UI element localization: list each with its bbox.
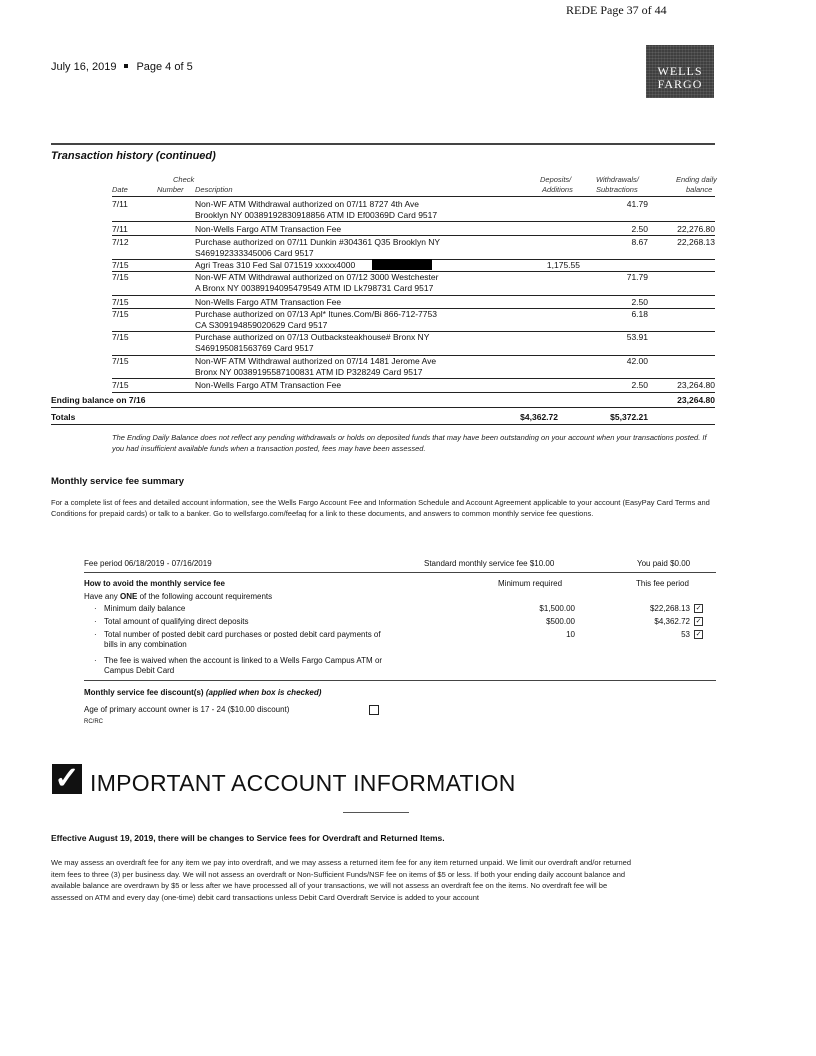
row-description (195, 332, 495, 353)
section-title: Transaction history (continued) (51, 150, 216, 162)
discount-title-line (84, 688, 321, 698)
col-ending-top: Ending daily (676, 175, 717, 184)
title-underline (343, 812, 409, 813)
row-rule (112, 235, 715, 236)
important-heading: Effective August 19, 2019, there will be changes to Service fees for Overdraft and Returned Items. (51, 833, 445, 843)
row-date: 7/15 (112, 260, 129, 270)
req-value: 53 (681, 630, 690, 639)
req3-minimum: 10 (566, 630, 575, 639)
row-withdrawal: 2.50 (631, 297, 648, 307)
row-desc-line: Non-Wells Fargo ATM Transaction Fee (195, 380, 342, 390)
bullet-icon: · (94, 630, 97, 639)
checked-box-icon: ✓ (695, 618, 702, 626)
row-desc-line: Agri Treas 310 Fed Sal 071519 xxxxx4000 (195, 260, 356, 270)
row-withdrawal: 71.79 (626, 272, 648, 282)
row-description (195, 356, 495, 377)
checked-box-icon: ✓ (695, 605, 702, 613)
col-check-top: Check (173, 175, 195, 184)
row-desc-line: Purchase authorized on 07/13 Apl* Itunes.Com/Bi 866-712-7753 (195, 309, 437, 319)
fee-paid: You paid $0.00 (637, 559, 691, 568)
row-desc-line: Purchase authorized on 07/13 Outbacksteakhouse# Bronx NY (195, 332, 430, 342)
row-description (195, 272, 495, 293)
important-body: We may assess an overdraft fee for any item we pay into overdraft, and we may assess a returned item fee for any item returned unpaid. We limit our overdraft and/or returned item fees to three (3) per business day. We will not assess an overdraft or Non-Sufficient Funds/NSF fee on items of $5 or less. If both your ending daily account balance and available balance are overdrawn by $5 or less after we have processed all of your transactions, we will not assess an overdraft fee on the items. No overdraft fee will be assessed on ATM and every day (one-time) debit card transactions unless Debit Card Overdraft Service is added to your account (51, 858, 632, 902)
col-withdrawals-bottom: Subtractions (596, 185, 638, 194)
row-desc-line: S469195081563769 Card 9517 (195, 342, 314, 353)
ending-balance-value: 23,264.80 (677, 395, 715, 405)
bullet-icon: · (94, 656, 97, 665)
header-rule (112, 196, 715, 197)
row-balance: 22,276.80 (677, 224, 715, 234)
discount-item: Age of primary account owner is 17 - 24 ($10.00 discount) (84, 705, 290, 714)
req-value: $4,362.72 (654, 617, 690, 626)
logo-line-2: FARGO (657, 77, 703, 91)
row-withdrawal: 42.00 (626, 356, 648, 366)
req-label: Total number of posted debit card purchases or posted debit card payments of (104, 630, 381, 639)
row-desc-line: Purchase authorized on 07/11 Dunkin #304361 Q35 Brooklyn NY (195, 237, 441, 247)
row-withdrawal: 8.67 (631, 237, 648, 247)
requirement-1 (94, 604, 186, 614)
row-description (195, 237, 495, 258)
bates-stamp: REDE Page 37 of 44 (566, 3, 667, 17)
row-withdrawal: 6.18 (631, 309, 648, 319)
req-label: The fee is waived when the account is linked to a Wells Fargo Campus ATM or (104, 656, 383, 665)
row-rule (112, 295, 715, 296)
row-date: 7/11 (112, 224, 128, 234)
row-description (195, 309, 495, 330)
row-date: 7/15 (112, 272, 129, 282)
row-desc-line: Non-WF ATM Withdrawal authorized on 07/11 8727 4th Ave (195, 199, 419, 209)
minimum-required-header: Minimum required (498, 579, 563, 588)
req1-value (600, 604, 703, 614)
row-desc-line: Non-WF ATM Withdrawal authorized on 07/12 3000 Westchester (195, 272, 439, 282)
statement-date: July 16, 2019 (51, 61, 117, 73)
req2-minimum: $500.00 (546, 617, 575, 626)
req-label: Campus Debit Card (104, 666, 175, 675)
col-ending-bottom: balance (686, 185, 713, 194)
row-desc-line: S469192333345006 Card 9517 (195, 247, 314, 258)
req-label: Total amount of qualifying direct deposits (104, 617, 249, 626)
row-rule (112, 392, 715, 393)
row-description (195, 224, 495, 235)
logo-line-1: WELLS (657, 64, 703, 78)
row-description (195, 260, 495, 271)
totals-rule (51, 424, 715, 425)
this-fee-period-header: This fee period (636, 579, 689, 588)
important-title: IMPORTANT ACCOUNT INFORMATION (90, 770, 516, 796)
standard-fee: Standard monthly service fee $10.00 (424, 559, 555, 568)
have-any-one-line (84, 592, 272, 602)
col-date: Date (112, 185, 128, 194)
row-description (195, 297, 495, 308)
row-desc-line: Bronx NY 00389195587100831 ATM ID P328249 Card 9517 (195, 366, 423, 377)
col-withdrawals-top: Withdrawals/ (596, 175, 639, 184)
req2-value (600, 617, 703, 627)
col-check-bottom: Number (157, 185, 184, 194)
req1-minimum: $1,500.00 (539, 604, 575, 613)
discount-subtitle: (applied when box is checked) (205, 688, 322, 697)
row-balance: 22,268.13 (677, 237, 715, 247)
row-desc-line: Brooklyn NY 00389192830918856 ATM ID Ef00369D Card 9517 (195, 209, 438, 220)
row-date: 7/15 (112, 297, 129, 307)
fee-rule (84, 680, 716, 681)
monthly-fee-intro: For a complete list of fees and detailed account information, see the Wells Fargo Account Fee and Information Schedule and Account Agreement applicable to your account (EasyPay Card Terms and Conditions for prepaid cards) or talk to a banker. Go to wellsfargo.com/feefaq for a link to these documents, and answers to common monthly service fee questions. (51, 498, 710, 518)
checked-box-icon: ✓ (695, 631, 702, 639)
row-withdrawal: 41.79 (626, 199, 648, 209)
req-label: Minimum daily balance (104, 604, 186, 613)
monthly-fee-title: Monthly service fee summary (51, 476, 185, 487)
req3-value (600, 630, 703, 640)
bullet-icon: · (94, 617, 97, 626)
ending-balance-label: Ending balance on 7/16 (51, 395, 146, 405)
row-date: 7/15 (112, 356, 129, 366)
discount-title: Monthly service fee discount(s) (84, 688, 204, 697)
req-value: $22,268.13 (649, 604, 690, 613)
fee-rule (84, 572, 716, 573)
row-withdrawal: 53.91 (626, 332, 648, 342)
row-rule (112, 378, 715, 379)
row-desc-line: A Bronx NY 00389194095479549 ATM ID Lk798731 Card 9517 (195, 282, 434, 293)
how-to-avoid-title: How to avoid the monthly service fee (84, 579, 225, 588)
ending-balance-note: The Ending Daily Balance does not reflect any pending withdrawals or holds on deposited funds that may have been outstanding on your account when your transactions posted. If you had insufficient available funds when a transaction posted, fees may have been assessed. (112, 433, 707, 453)
account-code: RC/RC (84, 719, 103, 725)
checkmark-icon: ✓ (52, 764, 82, 794)
row-description (195, 380, 495, 391)
bullet-icon: · (94, 604, 97, 613)
discount-checkbox[interactable] (369, 705, 379, 715)
have-any-one: ONE (120, 592, 138, 601)
section-rule (51, 143, 715, 145)
redaction-box (372, 259, 432, 270)
separator-bullet (124, 64, 128, 68)
statement-date-line (51, 61, 193, 73)
row-withdrawal: 2.50 (631, 224, 648, 234)
row-rule (112, 221, 715, 222)
wells-fargo-logo (646, 45, 714, 98)
totals-deposits: $4,362.72 (520, 412, 558, 422)
page-number: Page 4 of 5 (136, 61, 193, 73)
col-deposits-top: Deposits/ (540, 175, 572, 184)
have-any-pre: Have any (84, 592, 121, 601)
row-date: 7/15 (112, 332, 129, 342)
ending-rule (51, 407, 715, 408)
col-description: Description (195, 185, 233, 194)
requirement-4 (94, 656, 383, 676)
row-description (195, 199, 495, 220)
row-desc-line: Non-WF ATM Withdrawal authorized on 07/14 1481 Jerome Ave (195, 356, 437, 366)
row-date: 7/15 (112, 380, 129, 390)
fee-period: Fee period 06/18/2019 - 07/16/2019 (84, 559, 212, 568)
row-desc-line: Non-Wells Fargo ATM Transaction Fee (195, 224, 342, 234)
requirement-2 (94, 617, 249, 627)
row-balance: 23,264.80 (677, 380, 715, 390)
row-desc-line: Non-Wells Fargo ATM Transaction Fee (195, 297, 342, 307)
row-date: 7/11 (112, 199, 128, 209)
have-any-post: of the following account requirements (137, 592, 273, 601)
req-label: bills in any combination (104, 640, 187, 649)
row-date: 7/15 (112, 309, 129, 319)
totals-withdrawals: $5,372.21 (610, 412, 648, 422)
row-date: 7/12 (112, 237, 129, 247)
row-deposit: 1,175.55 (546, 260, 580, 270)
totals-label: Totals (51, 412, 76, 422)
row-withdrawal: 2.50 (631, 380, 648, 390)
col-deposits-bottom: Additions (542, 185, 573, 194)
requirement-3 (94, 630, 381, 650)
row-desc-line: CA S309194859020629 Card 9517 (195, 319, 328, 330)
